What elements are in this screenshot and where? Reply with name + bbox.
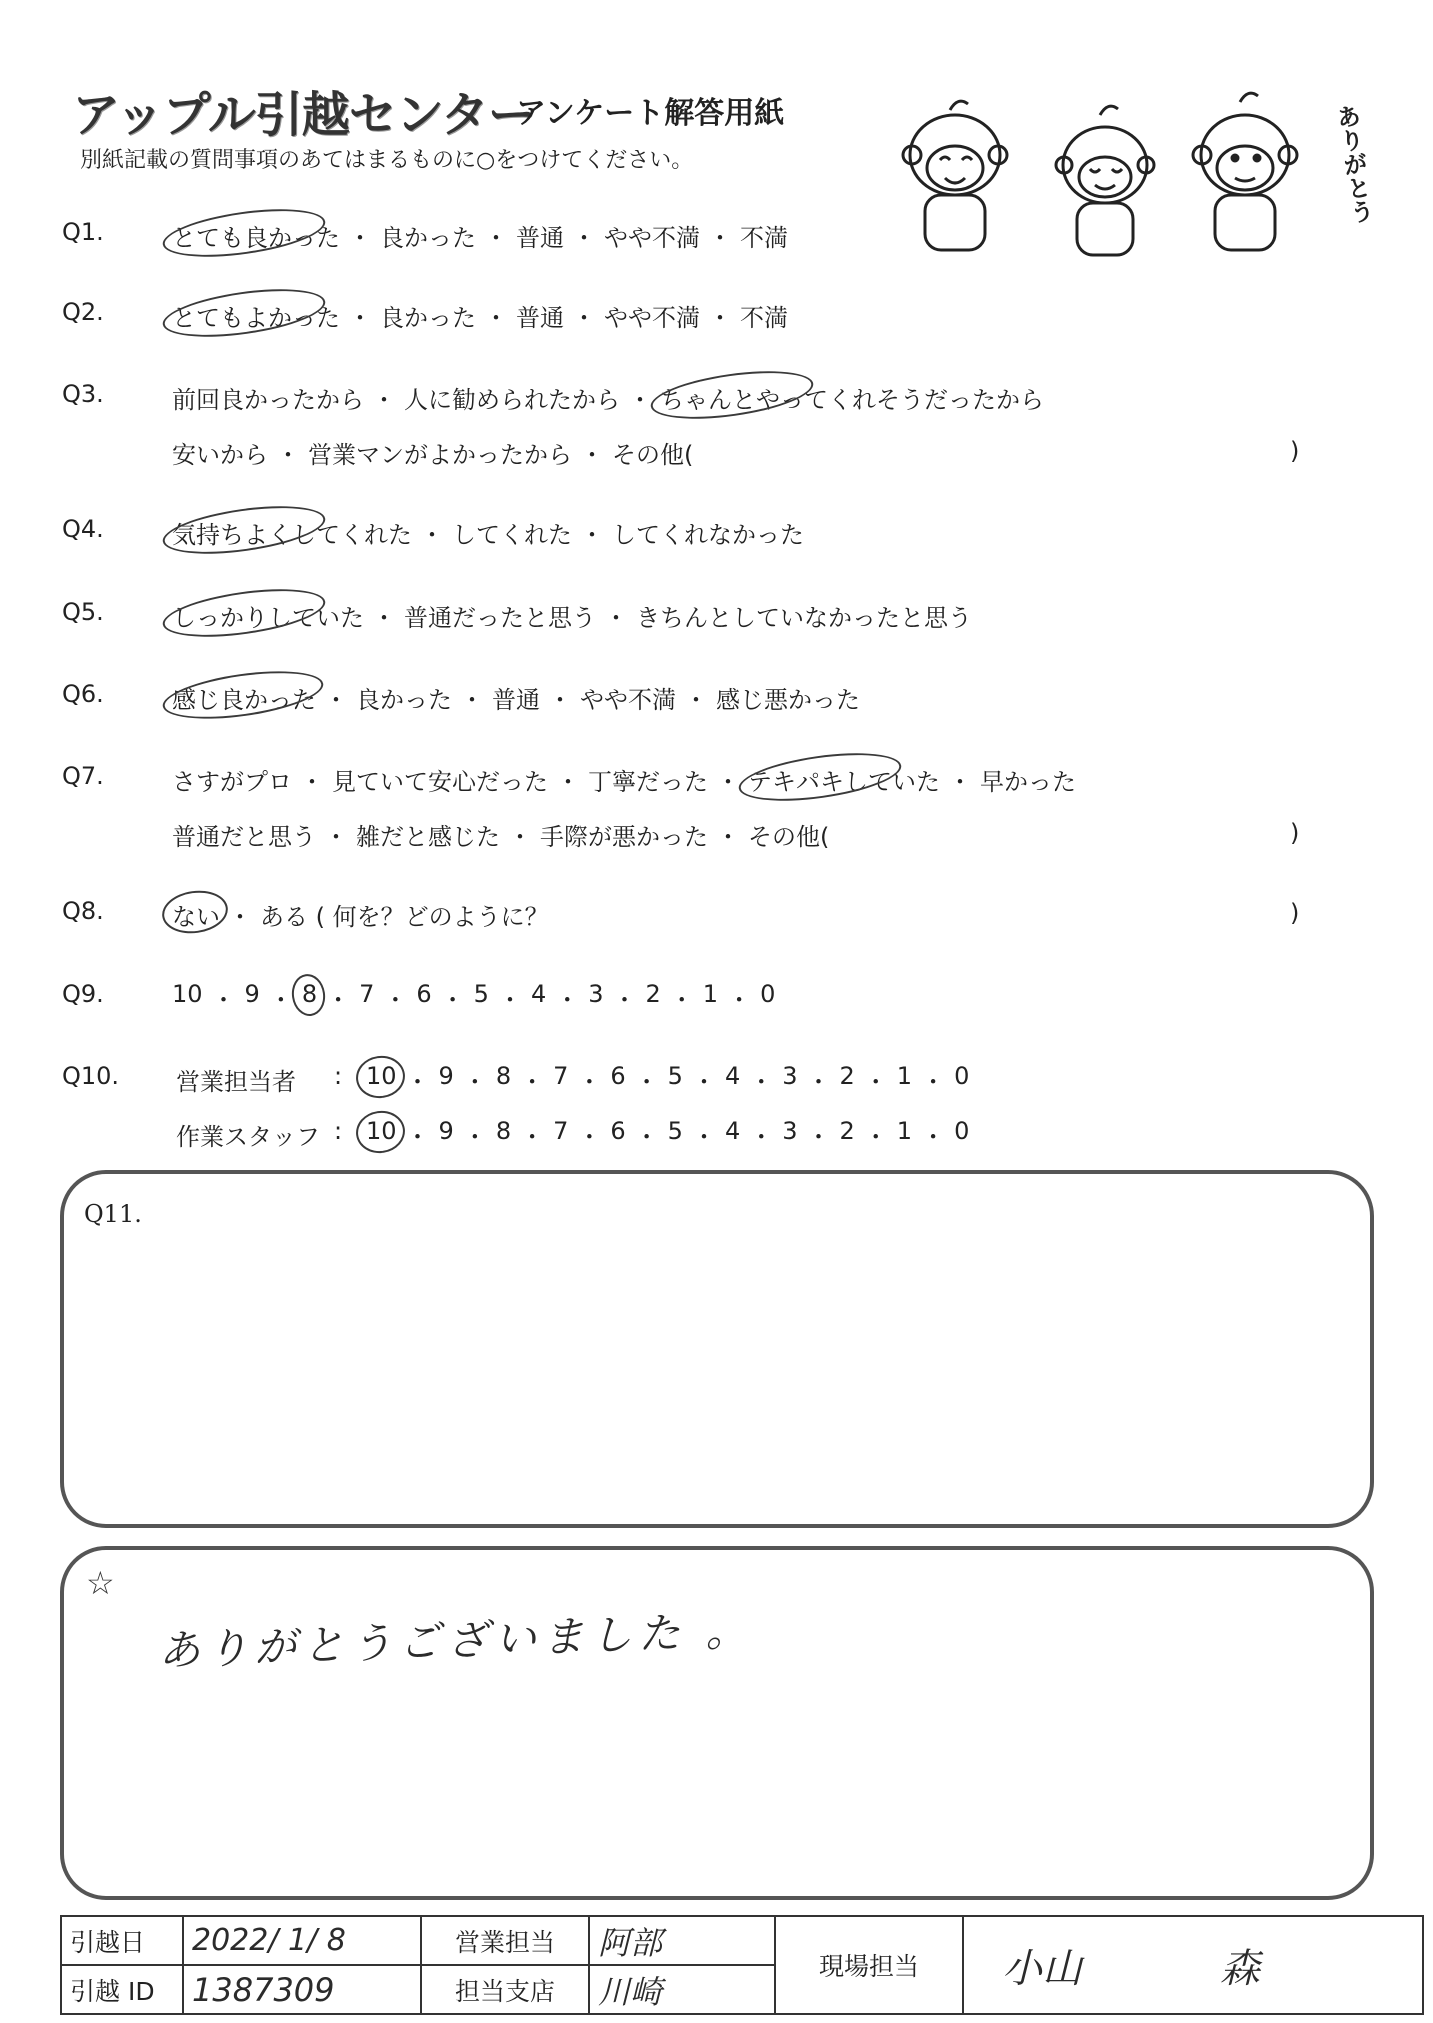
- option-separator: ・: [577, 1068, 602, 1096]
- q2-option[interactable]: やや不満: [604, 304, 700, 332]
- selected-circle-mark: [289, 972, 328, 1018]
- option-separator: ・: [348, 224, 372, 252]
- q10-row2-option[interactable]: 9: [438, 1117, 454, 1145]
- option-separator: ・: [228, 903, 252, 931]
- option-separator: ・: [548, 686, 572, 714]
- q10-row-sep: :: [334, 1062, 343, 1090]
- option-separator: ・: [572, 224, 596, 252]
- q2-option[interactable]: 普通: [516, 304, 564, 332]
- selected-circle-mark: [160, 663, 326, 727]
- option-separator: ・: [612, 986, 637, 1014]
- option-separator: ・: [634, 1068, 659, 1096]
- q6-option[interactable]: 感じ良かった: [172, 686, 316, 714]
- question-label: Q9.: [62, 980, 104, 1008]
- q6-option[interactable]: 良かった: [356, 686, 452, 714]
- option-separator: ・: [405, 1068, 430, 1096]
- question-label: Q10.: [62, 1062, 120, 1090]
- option-separator: ・: [484, 224, 508, 252]
- q10-row2-option[interactable]: 8: [495, 1117, 512, 1145]
- q10-row1-option[interactable]: 7: [553, 1062, 569, 1090]
- option-separator: ・: [497, 986, 522, 1014]
- q10-row1-option[interactable]: 1: [896, 1062, 913, 1090]
- site-staff-label: 現場担当: [775, 1916, 963, 2014]
- q8-option[interactable]: ない: [172, 903, 220, 931]
- option-separator: ・: [276, 441, 300, 469]
- option-separator: ・: [948, 768, 972, 796]
- branch-label: 担当支店: [421, 1965, 589, 2014]
- move-date-label: 引越日: [61, 1916, 183, 1965]
- q3-option[interactable]: 前回良かったから: [172, 386, 364, 414]
- q7-option[interactable]: その他(: [748, 823, 830, 851]
- branch-value: 川崎: [589, 1965, 775, 2014]
- option-separator: ・: [691, 1123, 716, 1151]
- q7-option[interactable]: さすがプロ: [172, 768, 292, 796]
- sales-rep-label: 営業担当: [421, 1916, 589, 1965]
- option-separator: ・: [372, 604, 396, 632]
- selected-circle-mark: [353, 1053, 407, 1101]
- q10-row1-option[interactable]: 4: [724, 1062, 741, 1090]
- option-separator: ・: [326, 986, 351, 1014]
- option-separator: ・: [484, 304, 508, 332]
- option-separator: ・: [580, 441, 604, 469]
- question-label: Q8.: [62, 897, 104, 925]
- q10-row1-option[interactable]: 10: [366, 1062, 397, 1090]
- option-separator: ・: [691, 1068, 716, 1096]
- q7-option[interactable]: 手際が悪かった: [540, 823, 708, 851]
- option-separator: ・: [440, 986, 465, 1014]
- q11-answer-box[interactable]: [60, 1170, 1374, 1528]
- q5-option[interactable]: きちんとしていなかったと思う: [636, 604, 972, 632]
- option-separator: ・: [383, 986, 408, 1014]
- option-separator: ・: [462, 1123, 487, 1151]
- q2-option[interactable]: 不満: [740, 304, 788, 332]
- option-separator: ・: [708, 304, 732, 332]
- q10-row-name: 作業スタッフ: [176, 1123, 320, 1151]
- q1-option[interactable]: やや不満: [604, 224, 700, 252]
- option-separator: ・: [300, 768, 324, 796]
- q3-option[interactable]: ちゃんとやってくれそうだったから: [660, 386, 1044, 414]
- q10-row2-option[interactable]: 2: [839, 1117, 855, 1145]
- q10-row1-option[interactable]: 0: [954, 1062, 970, 1090]
- footer-info-table: [60, 1915, 1424, 2015]
- q7-option[interactable]: 雑だと感じた: [356, 823, 500, 851]
- q10-row1-option[interactable]: 2: [839, 1062, 855, 1090]
- q10-row1-option[interactable]: 6: [610, 1062, 626, 1090]
- option-separator: ・: [460, 686, 484, 714]
- q7-option[interactable]: 普通だと思う: [172, 823, 316, 851]
- close-paren: ): [1290, 437, 1300, 465]
- q11-label: Q11.: [84, 1200, 142, 1228]
- site-staff-value: 小山 森: [963, 1916, 1423, 2014]
- q10-row2-option[interactable]: 7: [553, 1117, 569, 1145]
- q7-option[interactable]: 丁寧だった: [588, 768, 708, 796]
- q2-option[interactable]: 良かった: [380, 304, 476, 332]
- q10-row2-option[interactable]: 3: [782, 1117, 798, 1145]
- question-label: Q5.: [62, 598, 104, 626]
- q4-option[interactable]: してくれた: [452, 521, 572, 549]
- q3-option[interactable]: その他(: [612, 441, 694, 469]
- monkey-1-icon: [903, 101, 1007, 250]
- q10-row1-option[interactable]: 5: [667, 1062, 683, 1090]
- selected-circle-mark: [160, 201, 328, 265]
- option-separator: ・: [863, 1123, 888, 1151]
- brand-title: アップル引越センター: [72, 87, 535, 143]
- q9-option[interactable]: 10: [172, 980, 203, 1008]
- option-separator: ・: [628, 386, 652, 414]
- option-separator: ・: [749, 1068, 774, 1096]
- star-icon: ☆: [86, 1564, 115, 1602]
- q9-option[interactable]: 6: [416, 980, 432, 1008]
- option-separator: ・: [324, 823, 348, 851]
- selected-circle-mark: [160, 498, 328, 562]
- q3-option[interactable]: 安いから: [172, 441, 268, 469]
- q9-option[interactable]: 4: [530, 980, 547, 1008]
- instruction-text: 別紙記載の質問事項のあてはまるものに○をつけてください。: [80, 148, 694, 173]
- mascot-caption: ありがとう: [1330, 102, 1376, 226]
- option-separator: ・: [211, 986, 236, 1014]
- q9-option[interactable]: 9: [244, 980, 260, 1008]
- selected-circle-mark: [736, 745, 904, 809]
- option-separator: ・: [348, 304, 372, 332]
- question-label: Q1.: [62, 218, 104, 246]
- q10-row-name: 営業担当者: [176, 1068, 296, 1096]
- option-separator: ・: [268, 986, 293, 1014]
- q10-row2-option[interactable]: 1: [896, 1117, 913, 1145]
- option-separator: ・: [921, 1123, 946, 1151]
- option-separator: ・: [462, 1068, 487, 1096]
- q1-option[interactable]: とても良かった: [172, 224, 340, 252]
- q9-option[interactable]: 8: [301, 980, 318, 1008]
- q10-row2-option[interactable]: 0: [954, 1117, 970, 1145]
- q3-option[interactable]: 営業マンがよかったから: [308, 441, 572, 469]
- option-separator: ・: [520, 1123, 545, 1151]
- question-label: Q6.: [62, 680, 104, 708]
- q10-row2-option[interactable]: 5: [667, 1117, 683, 1145]
- q6-option[interactable]: やや不満: [580, 686, 676, 714]
- selected-circle-mark: [160, 281, 328, 345]
- option-separator: ・: [716, 823, 740, 851]
- comment-text: ありがとうございました 。: [157, 1605, 755, 1676]
- option-separator: ・: [420, 521, 444, 549]
- q8-option[interactable]: ある ( 何を？どのように？: [260, 903, 549, 931]
- q10-row2-option[interactable]: 4: [724, 1117, 741, 1145]
- option-separator: ・: [405, 1123, 430, 1151]
- monkey-3-icon: [1193, 93, 1297, 250]
- question-label: Q3.: [62, 380, 104, 408]
- option-separator: ・: [577, 1123, 602, 1151]
- q10-row1-option[interactable]: 9: [438, 1062, 454, 1090]
- option-separator: ・: [634, 1123, 659, 1151]
- monkey-mascots-illustration: [900, 90, 1340, 270]
- option-separator: ・: [921, 1068, 946, 1096]
- option-separator: ・: [572, 304, 596, 332]
- move-date-value: 2022/ 1/ 8: [183, 1916, 421, 1965]
- q1-option[interactable]: 不満: [740, 224, 788, 252]
- question-label: Q7.: [62, 762, 104, 790]
- q9-option[interactable]: 7: [359, 980, 375, 1008]
- selected-circle-mark: [353, 1108, 407, 1156]
- option-separator: ・: [555, 986, 580, 1014]
- q7-option[interactable]: 早かった: [980, 768, 1076, 796]
- option-separator: ・: [806, 1068, 831, 1096]
- close-paren: ): [1290, 819, 1300, 847]
- option-separator: ・: [708, 224, 732, 252]
- option-separator: ・: [669, 986, 694, 1014]
- q7-option[interactable]: 見ていて安心だった: [332, 768, 548, 796]
- q3-option[interactable]: 人に勧められたから: [404, 386, 620, 414]
- q1-option[interactable]: 良かった: [380, 224, 476, 252]
- q9-option[interactable]: 2: [645, 980, 661, 1008]
- q5-option[interactable]: しっかりしていた: [172, 604, 364, 632]
- q5-option[interactable]: 普通だったと思う: [404, 604, 596, 632]
- option-separator: ・: [508, 823, 532, 851]
- q6-option[interactable]: 感じ悪かった: [716, 686, 860, 714]
- q10-row-sep: :: [334, 1117, 343, 1145]
- option-separator: ・: [556, 768, 580, 796]
- q10-row2-option[interactable]: 6: [610, 1117, 626, 1145]
- option-separator: ・: [806, 1123, 831, 1151]
- selected-circle-mark: [160, 581, 328, 645]
- q10-row2-option[interactable]: 10: [366, 1117, 397, 1145]
- option-separator: ・: [727, 986, 752, 1014]
- option-separator: ・: [716, 768, 740, 796]
- selected-circle-mark: [648, 363, 816, 427]
- form-subtitle: アンケート解答用紙: [516, 96, 785, 131]
- q7-option[interactable]: テキパキしていた: [748, 768, 940, 796]
- option-separator: ・: [604, 604, 628, 632]
- q10-row1-option[interactable]: 3: [782, 1062, 798, 1090]
- option-separator: ・: [749, 1123, 774, 1151]
- monkey-2-icon: [1056, 106, 1154, 255]
- move-id-label: 引越 ID: [61, 1965, 183, 2014]
- q4-option[interactable]: 気持ちよくしてくれた: [172, 521, 412, 549]
- q1-option[interactable]: 普通: [516, 224, 564, 252]
- question-label: Q2.: [62, 298, 104, 326]
- option-separator: ・: [372, 386, 396, 414]
- q9-option[interactable]: 3: [588, 980, 604, 1008]
- option-separator: ・: [520, 1068, 545, 1096]
- q4-option[interactable]: してくれなかった: [612, 521, 804, 549]
- option-separator: ・: [863, 1068, 888, 1096]
- q10-row1-option[interactable]: 8: [495, 1062, 512, 1090]
- q9-option[interactable]: 1: [702, 980, 719, 1008]
- sales-rep-value: 阿部: [589, 1916, 775, 1965]
- question-label: Q4.: [62, 515, 104, 543]
- option-separator: ・: [324, 686, 348, 714]
- option-separator: ・: [684, 686, 708, 714]
- q9-option[interactable]: 0: [760, 980, 776, 1008]
- q2-option[interactable]: とてもよかった: [172, 304, 340, 332]
- q9-option[interactable]: 5: [473, 980, 489, 1008]
- move-id-value: 1387309: [183, 1965, 421, 2014]
- option-separator: ・: [580, 521, 604, 549]
- close-paren: ): [1290, 899, 1300, 927]
- q6-option[interactable]: 普通: [492, 686, 540, 714]
